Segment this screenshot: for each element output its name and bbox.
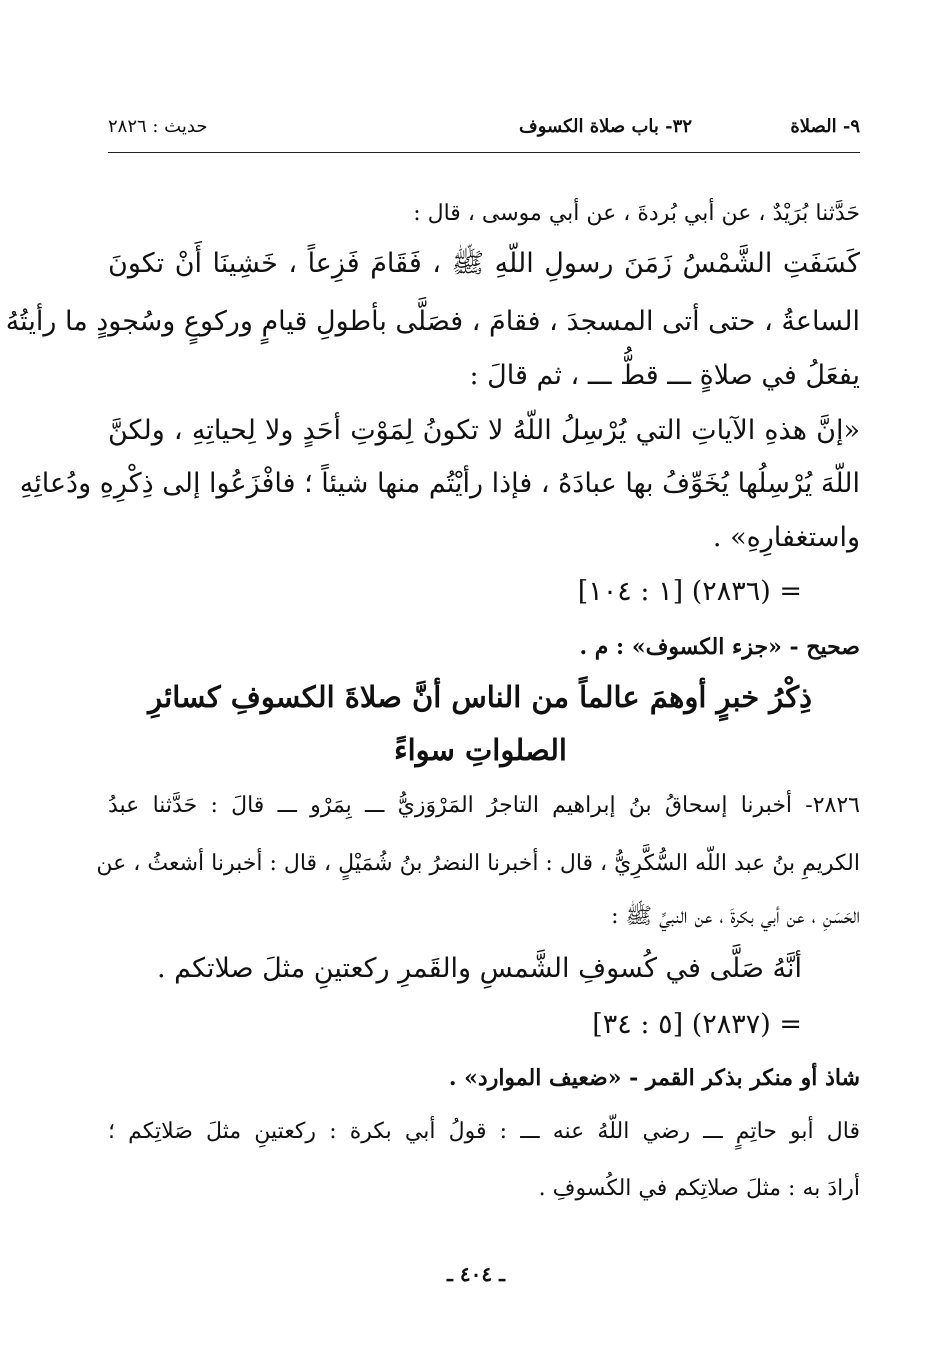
header-section: ٣٢- باب صلاة الكسوف [519,116,692,137]
hadith-grade: صحيح - «جزء الكسوف» : م . [579,634,860,660]
matn-line: الساعةُ ، حتى أتى المسجدَ ، فقامَ ، فصَلَّى بأطولِ قيامٍ وركوعٍ وسُجودٍ ما رأيتُهُ [5,306,860,337]
commentary-line: قال أبو حاتِمٍ ـــ رضي اللّهُ عنه ـــ : قولُ أبي بكرة : ركعتينِ مثلَ صَلاتِكم ؛ [108,1119,860,1144]
page-number: ـ ٤٠٤ ـ [447,1262,505,1286]
hadith-grade: شاذ أو منكر بذكر القمر - «ضعيف الموارد» . [448,1065,860,1091]
matn-line: واستغفارِهِ» . [712,522,860,553]
isnad-line: حَدَّثنا بُرَيْدٌ ، عن أبي بُردةَ ، عن أبي موسى ، قال : [413,201,860,226]
running-header [108,112,860,153]
header-chapter: ٩- الصلاة [790,116,860,137]
matn-line: اللّهَ يُرْسِلُها يُخَوِّفُ بها عبادَهُ ، فإذا رأيْتُم منها شيئاً ؛ فافْزَعُوا إلى ذِكْرِهِ ودُعائِهِ [19,468,860,499]
matn-line: يفعَلُ في صلاةٍ ـــ قطُّ ـــ ، ثم قالَ : [469,360,860,391]
cross-reference: = (٢٨٣٧) [٥ : ٣٤] [592,1009,802,1040]
matn-line: كَسَفَتِ الشَّمْسُ زَمَنَ رسولِ اللّهِ ﷺ ، فَقَامَ فَزِعاً ، خَشِينَا أَنْ تكونَ [108,248,860,279]
matn-line: أنَّهُ صَلَّى في كُسوفِ الشَّمسِ والقَمرِ ركعتينِ مثلَ صلاتكم . [156,953,802,984]
chapter-heading: ذِكْرُ خبرٍ أوهمَ عالماً من الناس أنَّ صلاةَ الكسوفِ كسائرِ [148,680,812,714]
header-hadith-number: حديث : ٢٨٢٦ [108,116,208,137]
cross-reference: = (٢٨٣٦) [١ : ١٠٤] [577,576,802,607]
chapter-heading: الصلواتِ سواءً [393,733,567,767]
commentary-line: أرادَ به : مثلَ صلاتِكم في الكُسوفِ . [538,1176,860,1201]
isnad-line: الحَسَنِ ، عن أبي بكرةَ ، عن النبيِّ ﷺ : [611,904,860,929]
isnad-line: ٢٨٢٦- أخبرنا إسحاقُ بنُ إبراهيم التاجرُ المَرْوَزيُّ ـــ بِمَرْو ـــ قالَ : حَدَّثنا عبدُ [108,793,860,818]
isnad-line: الكريمِ بنُ عبد اللّه السُّكَّرِيُّ ، قال : أخبرنا النضرُ بنُ شُمَيْلٍ ، قال : أخبرنا أشعثُ ، عن [96,851,860,876]
matn-line: «إنَّ هذهِ الآياتِ التي يُرْسِلُ اللّهُ لا تكونُ لِمَوْتِ أحَدٍ ولا لِحياتِهِ ، ولكنَّ [108,415,860,446]
